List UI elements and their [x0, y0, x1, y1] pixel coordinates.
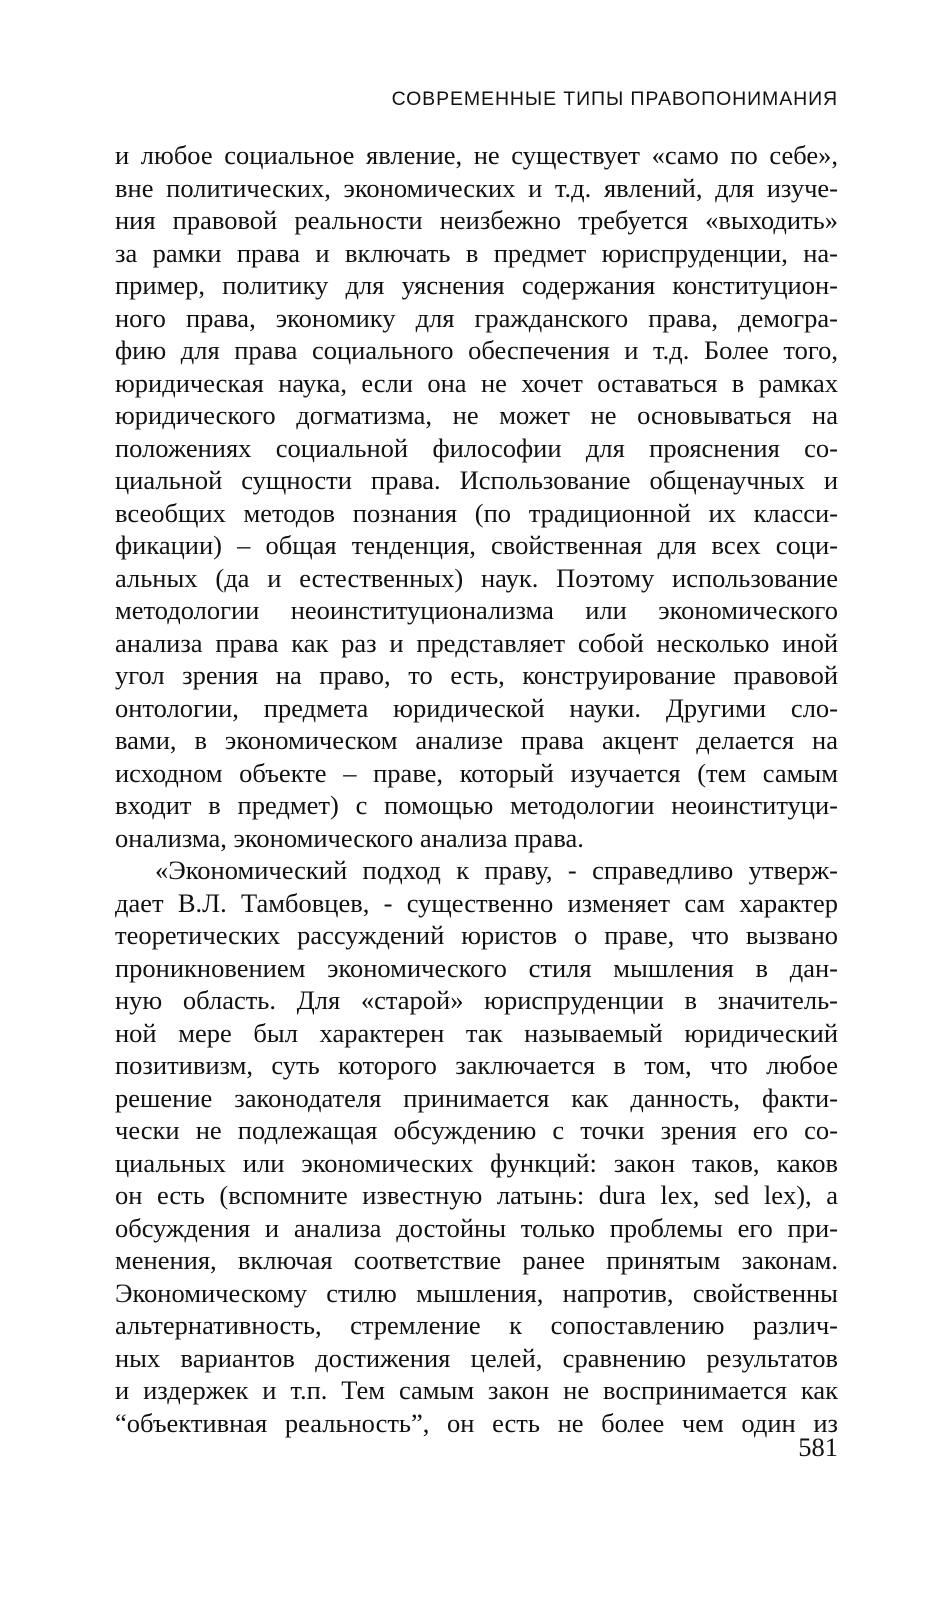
running-header: СОВРЕМЕННЫЕ ТИПЫ ПРАВОПОНИМАНИЯ	[391, 88, 838, 110]
page-number: 581	[798, 1432, 838, 1462]
text-line: вне политических, экономических и т.д. явлений, для изуче-	[115, 172, 838, 203]
text-line: и издержек и т.п. Тем самым закон не воспринимается как	[115, 1375, 838, 1405]
text-line: ния правовой реальности неизбежно требуется «выходить»	[115, 205, 838, 235]
text-line: “объективная реальность”, он есть не более чем один из	[115, 1407, 838, 1438]
text-line: и любое социальное явление, не существует «само по себе»,	[115, 140, 838, 170]
text-line: обсуждения и анализа достойны только проблемы его при-	[115, 1212, 838, 1243]
text-line: фикации) – общая тенденция, свойственная для всех соци-	[115, 530, 838, 560]
text-line: ных вариантов достижения целей, сравнению результатов	[115, 1342, 838, 1373]
text-line: пример, политику для уяснения содержания конституцион-	[115, 270, 838, 300]
text-line: анализа права как раз и представляет собой несколько иной	[115, 627, 838, 658]
text-line: циальной сущности права. Использование общенаучных и	[115, 465, 838, 495]
text-line: проникновением экономического стиля мышления в дан-	[115, 952, 838, 983]
text-line: Экономическому стилю мышления, напротив, свойственны	[115, 1277, 838, 1308]
text-line: входит в предмет) с помощью методологии неоинституци-	[115, 790, 838, 820]
text-line: юридического догматизма, не может не основываться на	[115, 400, 838, 430]
text-line: фию для права социального обеспечения и т.д. Более того,	[115, 335, 838, 365]
text-line: альных (да и естественных) наук. Поэтому использование	[115, 562, 838, 593]
paragraph-last-line: онализма, экономического анализа права.	[115, 822, 584, 853]
text-line: дает В.Л. Тамбовцев, - существенно изменяет сам характер	[115, 887, 838, 918]
text-line: чески не подлежащая обсуждению с точки зрения его со-	[115, 1115, 838, 1145]
paragraph-first-line: «Экономический подход к праву, - справедливо утверж-	[155, 855, 838, 885]
text-line: вами, в экономическом анализе права акцент делается на	[115, 725, 838, 755]
text-line: онтологии, предмета юридической науки. Другими сло-	[115, 692, 838, 723]
text-line: юридическая наука, если она не хочет оставаться в рамках	[115, 367, 838, 398]
text-line: решение законодателя принимается как данность, факти-	[115, 1082, 838, 1113]
body-text	[115, 139, 838, 1439]
text-line: за рамки права и включать в предмет юриспруденции, на-	[115, 237, 838, 268]
text-line: угол зрения на право, то есть, конструирование правовой	[115, 660, 838, 690]
text-line: циальных или экономических функций: закон таков, каков	[115, 1147, 838, 1178]
text-line: менения, включая соответствие ранее принятым законам.	[115, 1245, 838, 1275]
text-line: он есть (вспомните известную латынь: dura lex, sed lex), а	[115, 1180, 838, 1210]
text-line: всеобщих методов познания (по традиционной их класси-	[115, 497, 838, 528]
text-line: исходном объекте – праве, который изучается (тем самым	[115, 757, 838, 788]
text-line: ного права, экономику для гражданского права, демогра-	[115, 302, 838, 333]
text-line: теоретических рассуждений юристов о праве, что вызвано	[115, 920, 838, 950]
text-line: ной мере был характерен так называемый юридический	[115, 1017, 838, 1048]
text-line: альтернативность, стремление к сопоставлению различ-	[115, 1310, 838, 1340]
text-line: позитивизм, суть которого заключается в том, что любое	[115, 1050, 838, 1080]
text-line: положениях социальной философии для прояснения со-	[115, 432, 838, 463]
text-line: ную область. Для «старой» юриспруденции в значитель-	[115, 985, 838, 1015]
text-line: методологии неоинституционализма или экономического	[115, 595, 838, 625]
